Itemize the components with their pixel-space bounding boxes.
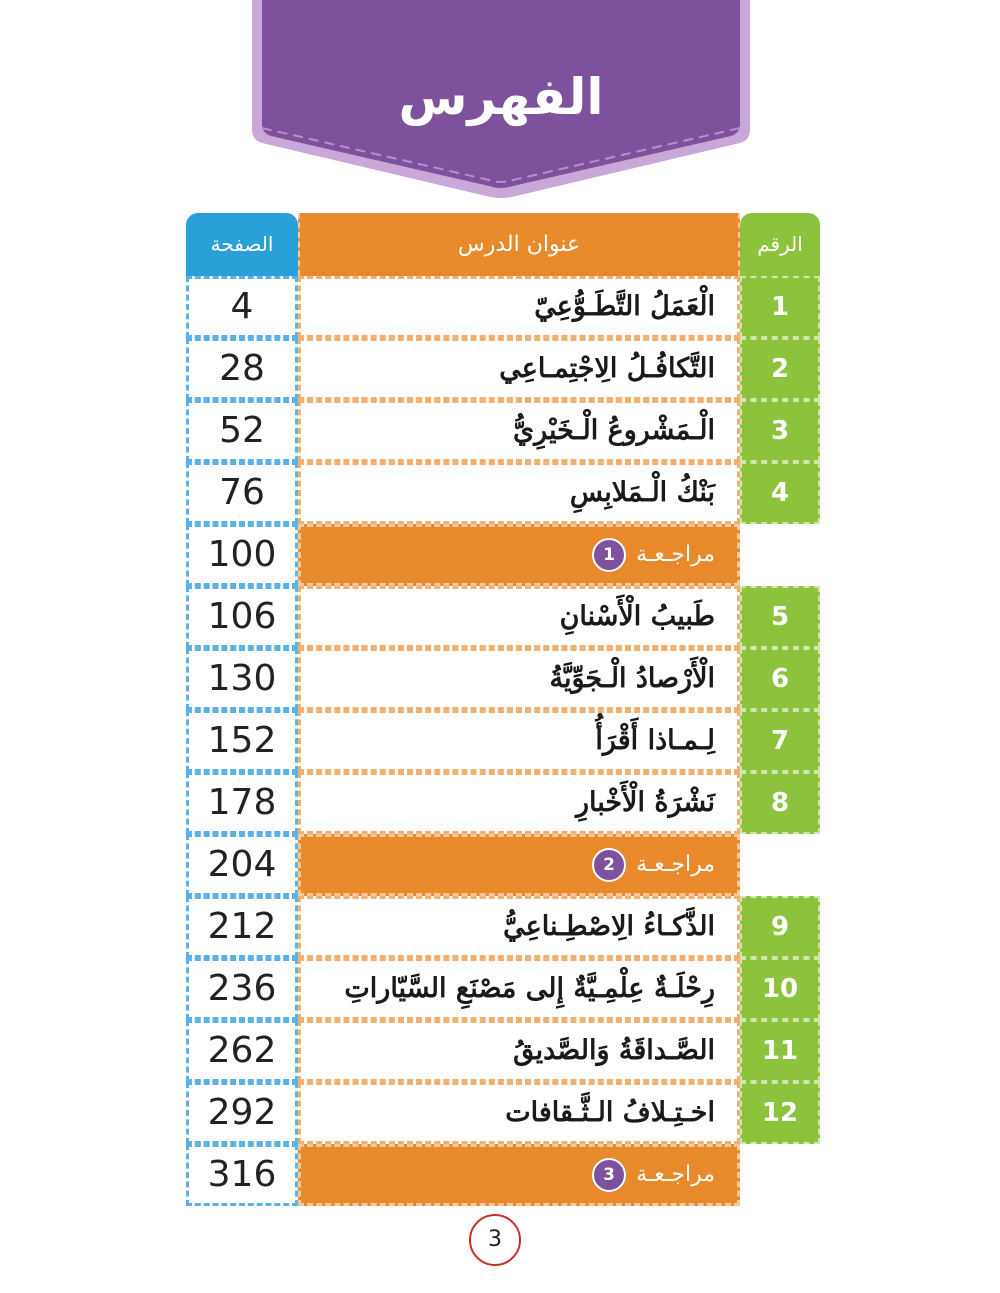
toc-page: 76 bbox=[186, 462, 298, 524]
toc-number: 3 bbox=[740, 400, 820, 462]
toc-title: الصَّـداقَةُ وَالصَّديقُ bbox=[298, 1020, 740, 1082]
title-banner bbox=[248, 0, 754, 200]
toc-page: 152 bbox=[186, 710, 298, 772]
review-number-badge: 2 bbox=[592, 848, 626, 882]
toc-review-title bbox=[298, 524, 740, 586]
toc-page: 130 bbox=[186, 648, 298, 710]
toc-page: 204 bbox=[186, 834, 298, 896]
toc-review-row[interactable] bbox=[186, 524, 820, 586]
toc-row[interactable] bbox=[186, 586, 820, 648]
toc-number: 6 bbox=[740, 648, 820, 710]
toc-row[interactable] bbox=[186, 772, 820, 834]
toc-row[interactable] bbox=[186, 958, 820, 1020]
toc-row[interactable] bbox=[186, 648, 820, 710]
header-number: الرقم bbox=[740, 213, 820, 276]
toc-title: لِـمـاذا أَقْرَأُ bbox=[298, 710, 740, 772]
toc-number: 7 bbox=[740, 710, 820, 772]
toc-title: الْأَرْصادُ الْـجَوِّيَّةُ bbox=[298, 648, 740, 710]
toc-page: 262 bbox=[186, 1020, 298, 1082]
toc-page: 100 bbox=[186, 524, 298, 586]
toc-number: 9 bbox=[740, 896, 820, 958]
toc-review-title bbox=[298, 1144, 740, 1206]
toc-review-row[interactable] bbox=[186, 834, 820, 896]
toc-row[interactable] bbox=[186, 400, 820, 462]
toc-number: 4 bbox=[740, 462, 820, 524]
toc-number: 2 bbox=[740, 338, 820, 400]
toc-title: الذَّكـاءُ الِاصْطِـناعِيُّ bbox=[298, 896, 740, 958]
toc-page: 4 bbox=[186, 276, 298, 338]
toc-title: الْـمَشْروعُ الْـخَيْرِيُّ bbox=[298, 400, 740, 462]
review-number-badge: 1 bbox=[592, 538, 626, 572]
toc-row[interactable] bbox=[186, 896, 820, 958]
toc-title: بَنْكُ الْـمَلابِسِ bbox=[298, 462, 740, 524]
toc-row[interactable] bbox=[186, 276, 820, 338]
toc-number: 8 bbox=[740, 772, 820, 834]
header-page: الصفحة bbox=[186, 213, 298, 276]
toc-number: 1 bbox=[740, 276, 820, 338]
toc-review-row[interactable] bbox=[186, 1144, 820, 1206]
toc-page: 236 bbox=[186, 958, 298, 1020]
page-number: 3 bbox=[469, 1214, 521, 1266]
toc-number: 5 bbox=[740, 586, 820, 648]
toc-number: 12 bbox=[740, 1082, 820, 1144]
toc-page: 212 bbox=[186, 896, 298, 958]
review-label: مراجـعـة bbox=[636, 852, 715, 877]
toc-row[interactable] bbox=[186, 462, 820, 524]
toc-review-title bbox=[298, 834, 740, 896]
toc-page: 52 bbox=[186, 400, 298, 462]
toc-title: الْعَمَلُ التَّطَـوُّعِيّ bbox=[298, 276, 740, 338]
toc-page: 292 bbox=[186, 1082, 298, 1144]
toc-title: اخـتِـلافُ الـثَّـقافات bbox=[298, 1082, 740, 1144]
toc-row[interactable] bbox=[186, 1020, 820, 1082]
toc-title: طَبيبُ الْأَسْنانِ bbox=[298, 586, 740, 648]
toc-title: رِحْلَـةٌ عِلْمِـيَّةٌ إِلى مَصْنَعِ السَّيّاراتِ bbox=[298, 958, 740, 1020]
toc-page: 178 bbox=[186, 772, 298, 834]
toc-page: 316 bbox=[186, 1144, 298, 1206]
header-lesson-title: عنوان الدرس bbox=[298, 213, 740, 276]
toc-title: نَشْرَةُ الْأَخْبارِ bbox=[298, 772, 740, 834]
review-number-badge: 3 bbox=[592, 1158, 626, 1192]
toc-number: 10 bbox=[740, 958, 820, 1020]
toc-number: 11 bbox=[740, 1020, 820, 1082]
toc-title: التَّكافُـلُ الِاجْتِمـاعِي bbox=[298, 338, 740, 400]
toc-row[interactable] bbox=[186, 710, 820, 772]
review-label: مراجـعـة bbox=[636, 542, 715, 567]
toc-page: 28 bbox=[186, 338, 298, 400]
toc-page: 106 bbox=[186, 586, 298, 648]
toc-row[interactable] bbox=[186, 338, 820, 400]
page-title: الفهرس bbox=[398, 68, 604, 126]
toc-row[interactable] bbox=[186, 1082, 820, 1144]
review-label: مراجـعـة bbox=[636, 1162, 715, 1187]
